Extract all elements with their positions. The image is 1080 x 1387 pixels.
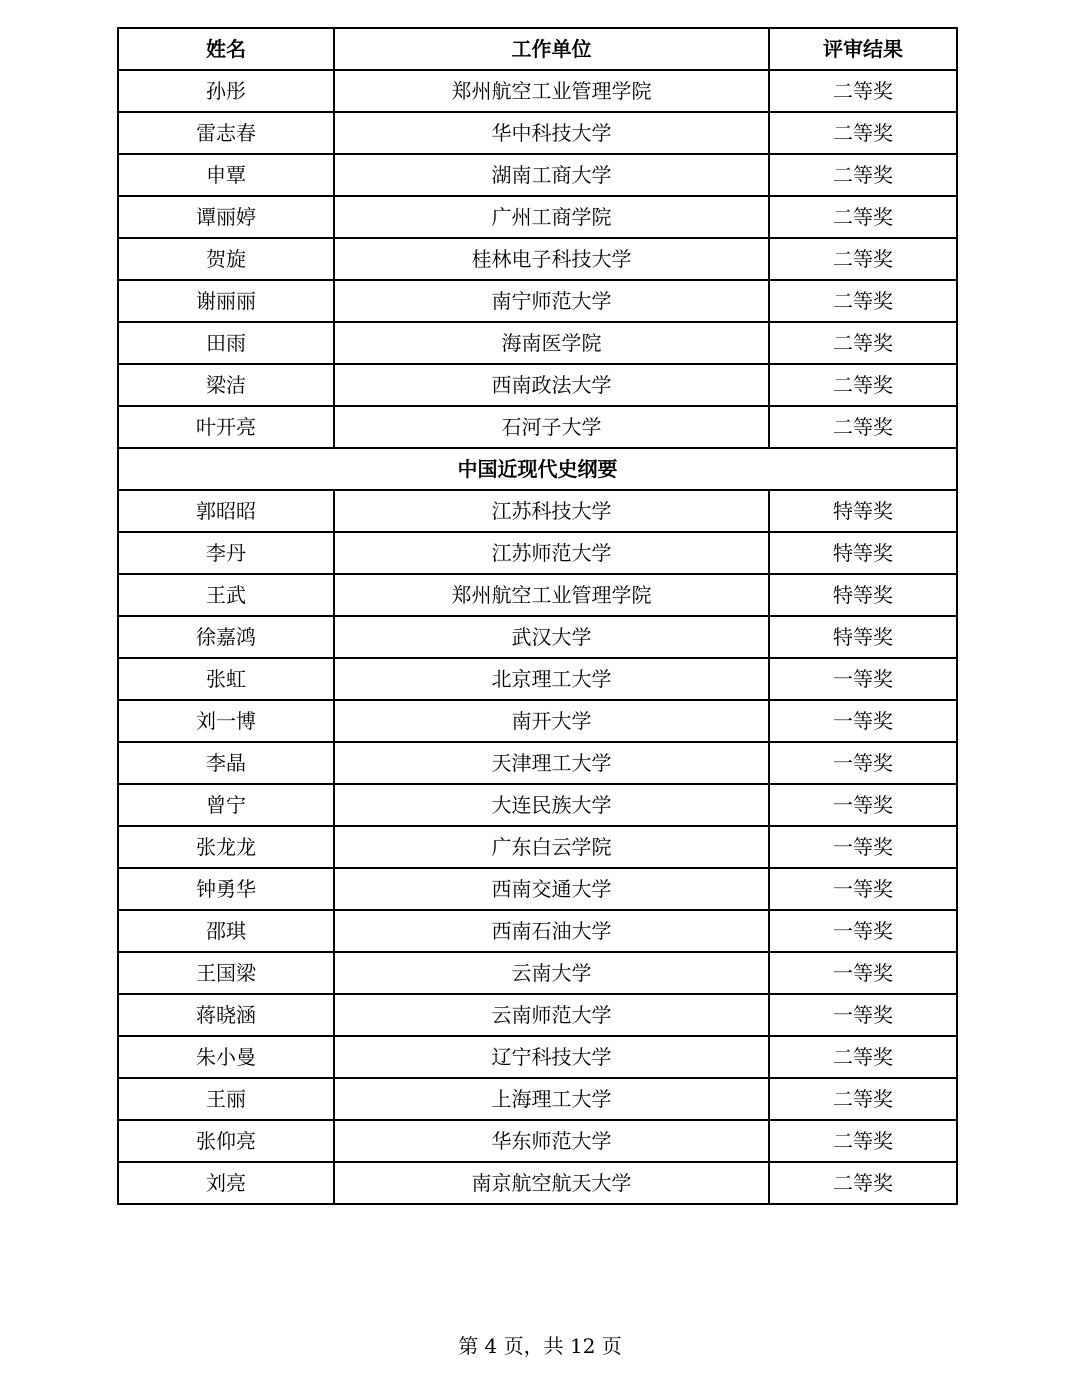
cell-result: 二等奖 — [769, 196, 957, 238]
cell-name: 曾宁 — [118, 784, 334, 826]
table-row — [118, 784, 957, 826]
cell-name: 贺旋 — [118, 238, 334, 280]
cell-unit: 江苏科技大学 — [334, 490, 769, 532]
cell-name: 王武 — [118, 574, 334, 616]
cell-result: 一等奖 — [769, 742, 957, 784]
table-row — [118, 952, 957, 994]
cell-unit: 西南政法大学 — [334, 364, 769, 406]
cell-result: 二等奖 — [769, 154, 957, 196]
table-row — [118, 112, 957, 154]
table-row — [118, 742, 957, 784]
cell-name: 徐嘉鸿 — [118, 616, 334, 658]
cell-name: 谢丽丽 — [118, 280, 334, 322]
cell-result: 二等奖 — [769, 1036, 957, 1078]
table-row — [118, 994, 957, 1036]
cell-name: 邵琪 — [118, 910, 334, 952]
cell-result: 二等奖 — [769, 364, 957, 406]
cell-unit: 西南交通大学 — [334, 868, 769, 910]
award-table — [117, 27, 958, 1205]
table-row — [118, 406, 957, 448]
cell-unit: 桂林电子科技大学 — [334, 238, 769, 280]
cell-unit: 华中科技大学 — [334, 112, 769, 154]
table-row — [118, 574, 957, 616]
cell-result: 一等奖 — [769, 700, 957, 742]
table-row — [118, 1036, 957, 1078]
table-row — [118, 70, 957, 112]
cell-result: 一等奖 — [769, 868, 957, 910]
cell-name: 孙彤 — [118, 70, 334, 112]
cell-result: 特等奖 — [769, 490, 957, 532]
cell-unit: 西南石油大学 — [334, 910, 769, 952]
table-row — [118, 196, 957, 238]
cell-unit: 北京理工大学 — [334, 658, 769, 700]
cell-name: 李丹 — [118, 532, 334, 574]
cell-unit: 广东白云学院 — [334, 826, 769, 868]
table-row — [118, 238, 957, 280]
table-row — [118, 280, 957, 322]
cell-unit: 天津理工大学 — [334, 742, 769, 784]
cell-unit: 海南医学院 — [334, 322, 769, 364]
cell-name: 王国梁 — [118, 952, 334, 994]
cell-name: 谭丽婷 — [118, 196, 334, 238]
table-row — [118, 322, 957, 364]
page-number: 第 4 页，共 12 页 — [458, 1334, 622, 1358]
cell-unit: 大连民族大学 — [334, 784, 769, 826]
cell-unit: 南开大学 — [334, 700, 769, 742]
cell-result: 二等奖 — [769, 238, 957, 280]
section-row — [118, 448, 957, 490]
cell-result: 二等奖 — [769, 406, 957, 448]
cell-unit: 上海理工大学 — [334, 1078, 769, 1120]
table-row — [118, 1120, 957, 1162]
table-row — [118, 154, 957, 196]
cell-result: 特等奖 — [769, 532, 957, 574]
table-body — [118, 70, 957, 1204]
cell-result: 一等奖 — [769, 952, 957, 994]
cell-result: 二等奖 — [769, 70, 957, 112]
cell-name: 张虹 — [118, 658, 334, 700]
header-name: 姓名 — [118, 28, 334, 70]
cell-result: 特等奖 — [769, 574, 957, 616]
cell-result: 二等奖 — [769, 1120, 957, 1162]
cell-name: 钟勇华 — [118, 868, 334, 910]
cell-name: 王丽 — [118, 1078, 334, 1120]
cell-name: 申覃 — [118, 154, 334, 196]
cell-unit: 南京航空航天大学 — [334, 1162, 769, 1204]
cell-result: 二等奖 — [769, 322, 957, 364]
cell-name: 刘亮 — [118, 1162, 334, 1204]
cell-result: 一等奖 — [769, 994, 957, 1036]
cell-result: 一等奖 — [769, 826, 957, 868]
cell-unit: 郑州航空工业管理学院 — [334, 574, 769, 616]
cell-unit: 南宁师范大学 — [334, 280, 769, 322]
cell-result: 二等奖 — [769, 280, 957, 322]
table-row — [118, 910, 957, 952]
cell-name: 田雨 — [118, 322, 334, 364]
cell-name: 张龙龙 — [118, 826, 334, 868]
cell-unit: 江苏师范大学 — [334, 532, 769, 574]
table-row — [118, 616, 957, 658]
cell-result: 二等奖 — [769, 112, 957, 154]
cell-result: 二等奖 — [769, 1078, 957, 1120]
cell-unit: 湖南工商大学 — [334, 154, 769, 196]
table-row — [118, 1162, 957, 1204]
cell-name: 朱小曼 — [118, 1036, 334, 1078]
table-row — [118, 532, 957, 574]
section-title: 中国近现代史纲要 — [118, 448, 957, 490]
cell-name: 郭昭昭 — [118, 490, 334, 532]
table-header-row — [118, 28, 957, 70]
cell-name: 刘一博 — [118, 700, 334, 742]
cell-name: 李晶 — [118, 742, 334, 784]
cell-unit: 武汉大学 — [334, 616, 769, 658]
header-result: 评审结果 — [769, 28, 957, 70]
cell-unit: 广州工商学院 — [334, 196, 769, 238]
table-row — [118, 700, 957, 742]
cell-unit: 辽宁科技大学 — [334, 1036, 769, 1078]
table-row — [118, 868, 957, 910]
table-row — [118, 826, 957, 868]
cell-result: 一等奖 — [769, 784, 957, 826]
cell-result: 一等奖 — [769, 658, 957, 700]
cell-result: 特等奖 — [769, 616, 957, 658]
table-row — [118, 658, 957, 700]
table-row — [118, 490, 957, 532]
cell-unit: 华东师范大学 — [334, 1120, 769, 1162]
cell-name: 张仰亮 — [118, 1120, 334, 1162]
cell-name: 蒋晓涵 — [118, 994, 334, 1036]
cell-name: 梁洁 — [118, 364, 334, 406]
table-row — [118, 364, 957, 406]
cell-unit: 云南师范大学 — [334, 994, 769, 1036]
cell-unit: 云南大学 — [334, 952, 769, 994]
cell-result: 二等奖 — [769, 1162, 957, 1204]
header-unit: 工作单位 — [334, 28, 769, 70]
cell-result: 一等奖 — [769, 910, 957, 952]
table-row — [118, 1078, 957, 1120]
cell-unit: 石河子大学 — [334, 406, 769, 448]
cell-unit: 郑州航空工业管理学院 — [334, 70, 769, 112]
cell-name: 叶开亮 — [118, 406, 334, 448]
cell-name: 雷志春 — [118, 112, 334, 154]
